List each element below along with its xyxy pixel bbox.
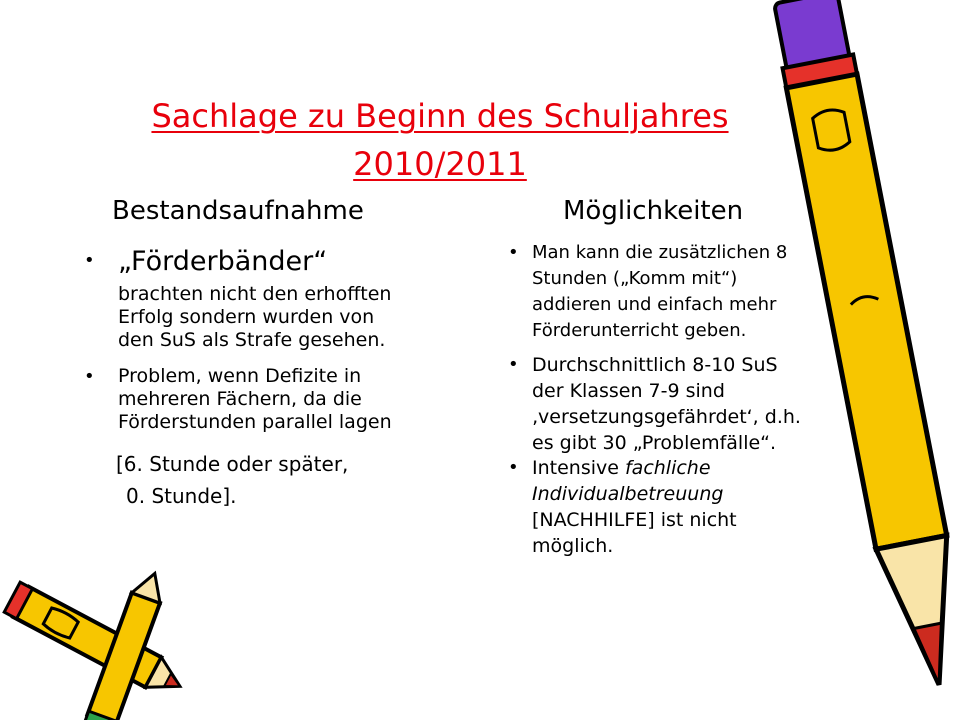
left-column-heading: Bestandsaufnahme: [112, 196, 364, 226]
plain-text: Intensive: [532, 457, 625, 479]
item-body: [532, 240, 787, 344]
text-line: [532, 481, 737, 507]
text-line: den SuS als Strafe gesehen.: [118, 329, 386, 351]
text-line: Erfolg sondern wurden von: [118, 306, 375, 328]
item-body: [532, 352, 801, 456]
text-line: Problem, wenn Defizite in: [118, 365, 362, 387]
pencil-icon-right: [800, 0, 960, 720]
text-line: der Klassen 7-9 sind: [532, 380, 725, 402]
text-line: [NACHHILFE] ist nicht: [532, 509, 737, 531]
item-body: [532, 455, 737, 559]
text-line: Förderunterricht geben.: [532, 320, 747, 341]
text-line: brachten nicht den erhofften: [118, 283, 392, 305]
italic-text: fachliche: [624, 457, 711, 479]
item-title: „Förderbänder“: [118, 246, 328, 277]
pencil-icon-bottom-left: [0, 575, 200, 720]
text-line: Stunden („Komm mit“): [532, 268, 738, 289]
text-line: Man kann die zusätzlichen 8: [532, 242, 788, 263]
slide-title: [100, 92, 780, 188]
italic-text: Individualbetreuung: [532, 483, 724, 505]
text-line: ‚versetzungsgefährdet‘, d.h.: [532, 406, 801, 428]
text-line: mehreren Fächern, da die: [118, 388, 362, 410]
bullet-icon: •: [84, 250, 95, 271]
text-line: es gibt 30 „Problemfälle“.: [532, 432, 777, 454]
right-column-heading: Möglichkeiten: [563, 196, 744, 226]
bullet-icon: •: [84, 366, 95, 387]
title-line-1: Sachlage zu Beginn des Schuljahres: [151, 97, 729, 135]
item-body: [118, 365, 392, 434]
bullet-icon: •: [508, 354, 519, 375]
title-line-2: 2010/2011: [353, 145, 527, 183]
text-line: Durchschnittlich 8-10 SuS: [532, 354, 778, 376]
text-line: Förderstunden parallel lagen: [118, 411, 392, 433]
left-item-1-body: [118, 283, 391, 352]
bullet-icon: •: [508, 242, 519, 263]
bullet-icon: •: [508, 457, 519, 478]
text-line: [532, 455, 737, 481]
left-item-2-extra-1: [6. Stunde oder später,: [116, 452, 349, 476]
left-item-2-extra-2: 0. Stunde].: [126, 484, 237, 508]
text-line: addieren und einfach mehr: [532, 294, 777, 315]
text-line: möglich.: [532, 535, 614, 557]
